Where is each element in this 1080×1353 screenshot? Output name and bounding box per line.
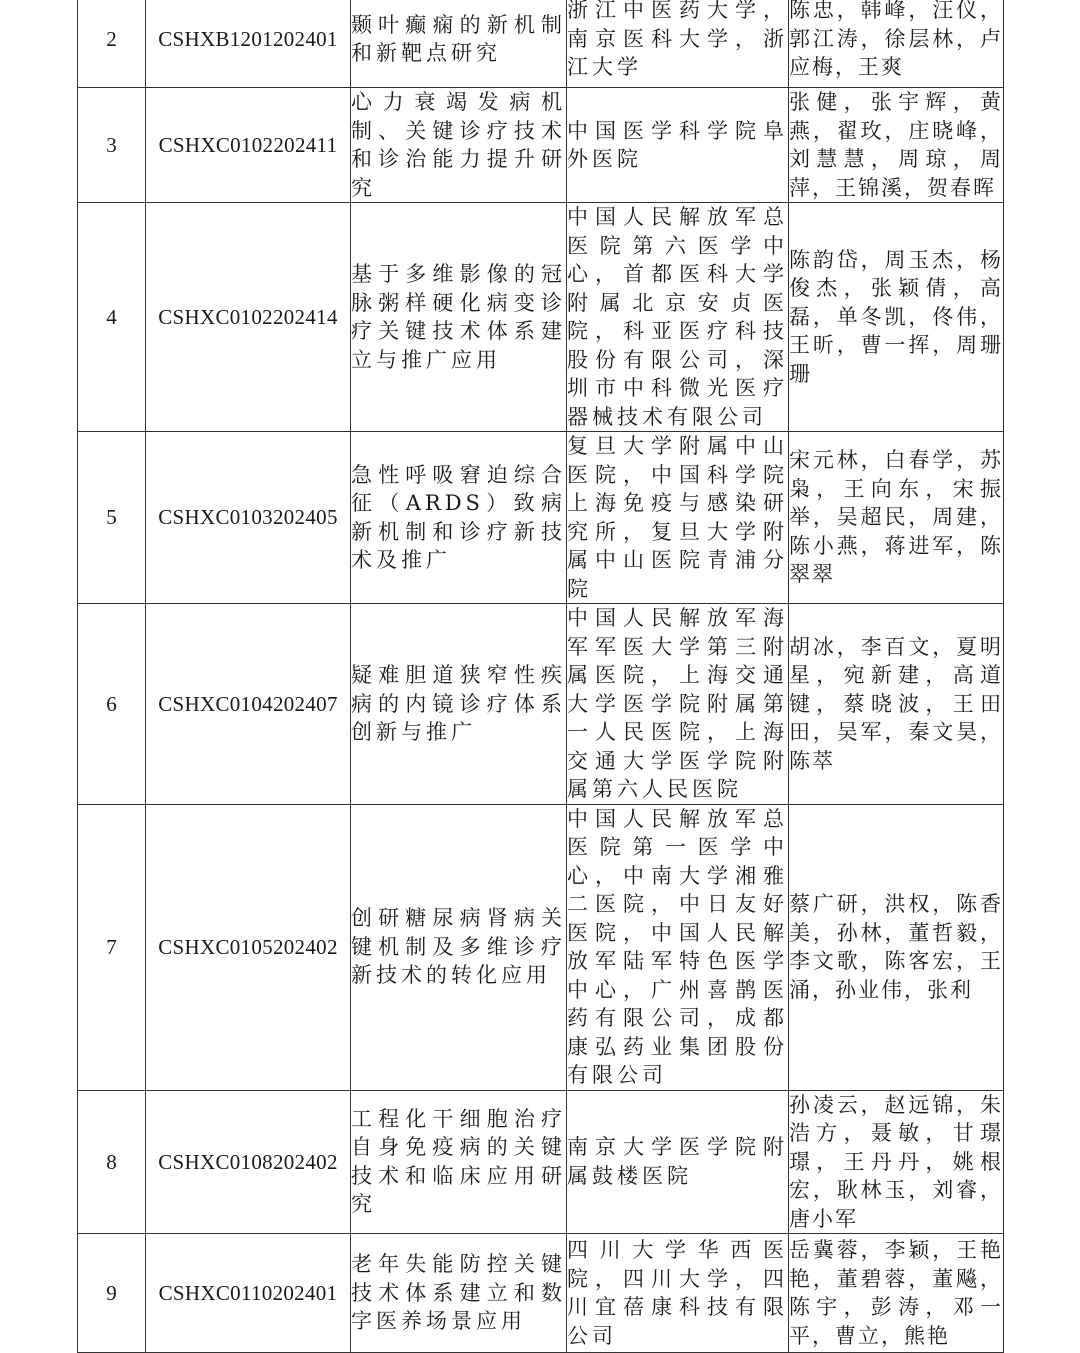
- contributors: 蔡广研，洪权，陈香美，孙林，董哲毅，李文歌，陈客宏，王涌，孙业伟，张利: [789, 804, 1004, 1090]
- table-row: [78, 804, 1004, 1090]
- contributors: 胡冰，李百文，夏明星，宛新建，高道键，蔡晓波，王田田，吴军，秦文昊，陈萃: [789, 604, 1004, 805]
- contributors: 张健，张宇辉，黄燕，翟玫，庄晓峰，刘慧慧，周琼，周萍，王锦溪，贺春晖: [789, 88, 1004, 203]
- project-code: CSHXC0110202401: [146, 1234, 351, 1353]
- project-title: 老年失能防控关键技术体系建立和数字医养场景应用: [351, 1234, 567, 1353]
- award-table: [77, 0, 1004, 1353]
- contributors: 岳冀蓉，李颖，王艳艳，董碧蓉，董飚，陈宇，彭涛，邓一平，曹立，熊艳: [789, 1234, 1004, 1353]
- contributors: 宋元林，白春学，苏枭，王向东，宋振举，吴超民，周建，陈小燕，蒋进军，陈翠翠: [789, 432, 1004, 604]
- project-code: CSHXC0104202407: [146, 604, 351, 805]
- table-row: [78, 1234, 1004, 1353]
- row-number: 2: [78, 0, 146, 88]
- institutions: 中国医学科学院阜外医院: [567, 88, 789, 203]
- table-row: [78, 1090, 1004, 1234]
- project-title: 工程化干细胞治疗自身免疫病的关键技术和临床应用研究: [351, 1090, 567, 1234]
- project-title: 心力衰竭发病机制、关键诊疗技术和诊治能力提升研究: [351, 88, 567, 203]
- row-number: 8: [78, 1090, 146, 1234]
- project-code: CSHXC0108202402: [146, 1090, 351, 1234]
- project-title: 疑难胆道狭窄性疾病的内镜诊疗体系创新与推广: [351, 604, 567, 805]
- table-row: [78, 432, 1004, 604]
- contributors: 陈韵岱，周玉杰，杨俊杰，张颖倩，高磊，单冬凯，佟伟，王昕，曹一挥，周珊珊: [789, 203, 1004, 432]
- row-number: 3: [78, 88, 146, 203]
- institutions: 中国人民解放军海军军医大学第三附属医院，上海交通大学医学院附属第一人民医院，上海交通大学医学院附属第六人民医院: [567, 604, 789, 805]
- project-code: CSHXC0105202402: [146, 804, 351, 1090]
- row-number: 5: [78, 432, 146, 604]
- project-code: CSHXC0102202411: [146, 88, 351, 203]
- project-code: CSHXC0103202405: [146, 432, 351, 604]
- contributors: 孙凌云，赵远锦，朱浩方，聂敏，甘璟璟，王丹丹，姚根宏，耿林玉，刘睿，唐小军: [789, 1090, 1004, 1234]
- table-row: [78, 88, 1004, 203]
- project-title: 急性呼吸窘迫综合征（ARDS）致病新机制和诊疗新技术及推广: [351, 432, 567, 604]
- project-title: 基于多维影像的冠脉粥样硬化病变诊疗关键技术体系建立与推广应用: [351, 203, 567, 432]
- table-row: [78, 0, 1004, 88]
- institutions: 中国人民解放军总医院第一医学中心，中南大学湘雅二医院，中日友好医院，中国人民解放军陆军特色医学中心，广州喜鹊医药有限公司，成都康弘药业集团股份有限公司: [567, 804, 789, 1090]
- table-row: [78, 203, 1004, 432]
- table-row: [78, 604, 1004, 805]
- institutions: 浙江中医药大学，南京医科大学，浙江大学: [567, 0, 789, 88]
- project-code: CSHXB1201202401: [146, 0, 351, 88]
- institutions: 南京大学医学院附属鼓楼医院: [567, 1090, 789, 1234]
- project-title: 颞叶癫痫的新机制和新靶点研究: [351, 0, 567, 88]
- project-title: 创研糖尿病肾病关键机制及多维诊疗新技术的转化应用: [351, 804, 567, 1090]
- row-number: 7: [78, 804, 146, 1090]
- institutions: 复旦大学附属中山医院，中国科学院上海免疫与感染研究所，复旦大学附属中山医院青浦分院: [567, 432, 789, 604]
- row-number: 4: [78, 203, 146, 432]
- contributors: 陈忠，韩峰，汪仪，郭江涛，徐层林，卢应梅，王爽: [789, 0, 1004, 88]
- row-number: 9: [78, 1234, 146, 1353]
- project-code: CSHXC0102202414: [146, 203, 351, 432]
- institutions: 中国人民解放军总医院第六医学中心，首都医科大学附属北京安贞医院，科亚医疗科技股份有限公司，深圳市中科微光医疗器械技术有限公司: [567, 203, 789, 432]
- institutions: 四川大学华西医院，四川大学，四川宜蓓康科技有限公司: [567, 1234, 789, 1353]
- row-number: 6: [78, 604, 146, 805]
